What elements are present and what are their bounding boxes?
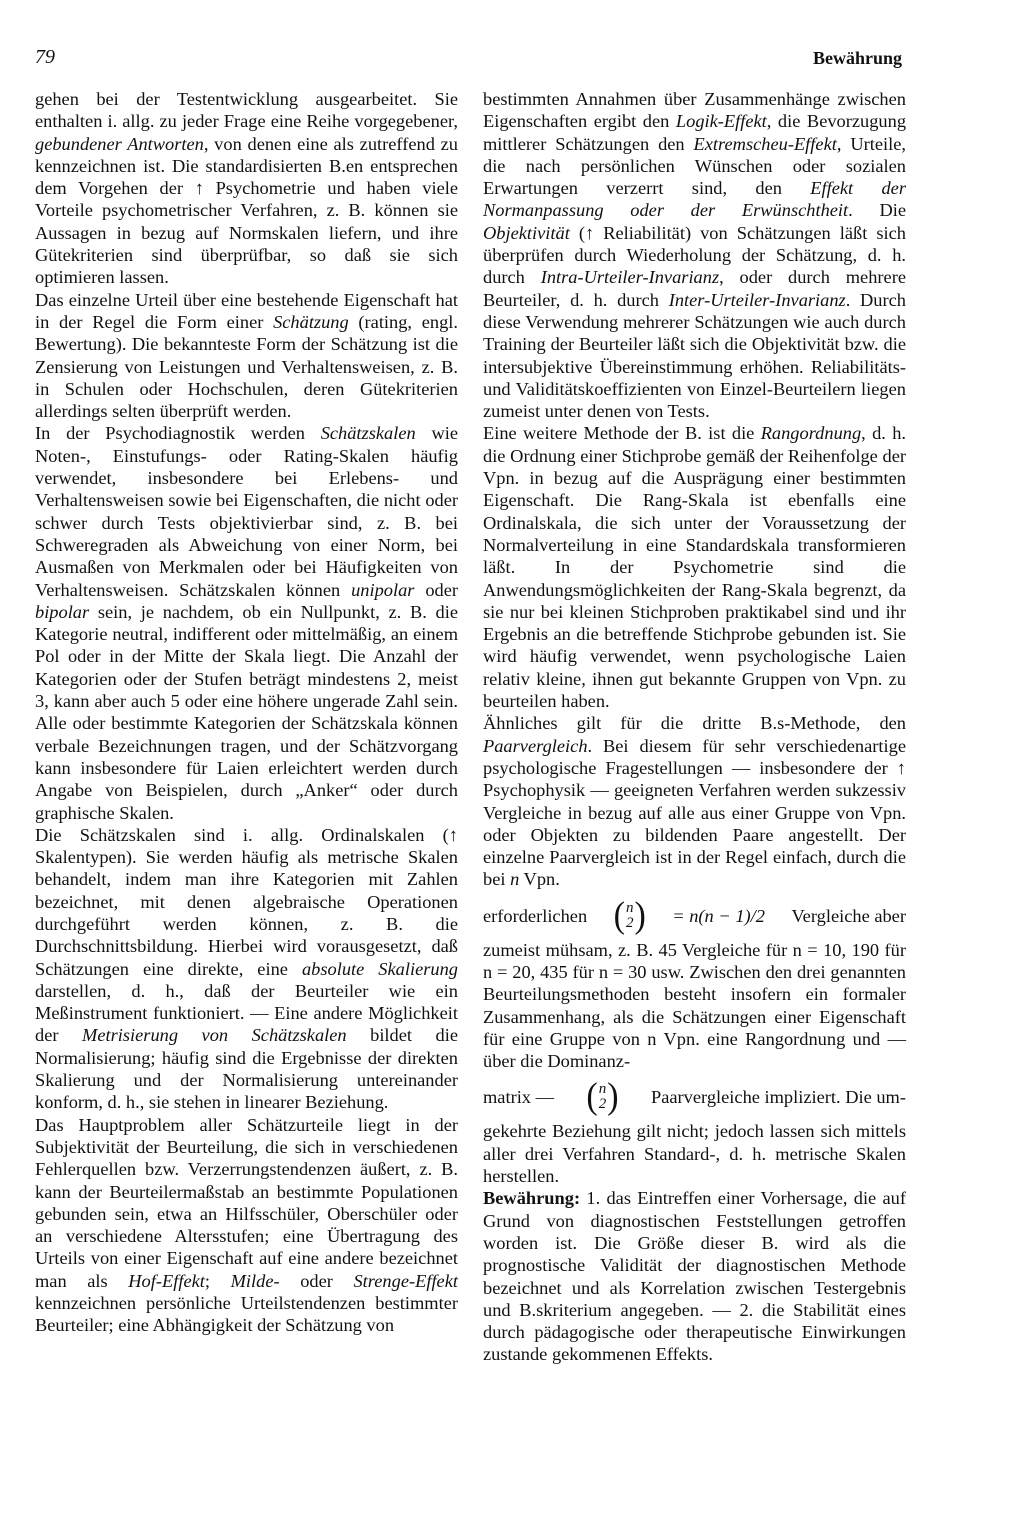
left-column <box>35 88 458 1337</box>
right-column <box>483 88 906 1366</box>
paragraph: Das Hauptproblem aller Schätzurteile liegt in der Subjektivität der Beurteilung, die sich in verschiedenen Fehlerquellen bzw. Verzerrungstendenzen äußert, z. B. kann der Beurteilermaßstab an bestimmte Populationen gebunden sein, etwa an Hilfsschüler, Oberschüler oder an verschiedene Altersstufen; eine Übertragung des Urteils von einer Eigenschaft auf eine andere bezeichnet man als Hof-Effekt; Milde- oder Strenge-Effekt kennzeichnen persönliche Urteilstendenzen bestimmter Beurteiler; eine Abhängigkeit der Schätzung von <box>35 1114 458 1336</box>
paragraph: gehen bei der Testentwicklung ausgearbeitet. Sie enthalten i. allg. zu jeder Frage eine Reihe vorgegebener, gebundener Antworten, von denen eine als zutreffend zu kennzeichnen ist. Die standardisierten B.en entsprechen dem Vorgehen der ↑ Psychometrie und haben viele Vorteile psychometrischer Verfahren, z. B. können sie Aussagen in bezug auf Normskalen liefern, und ihre Gütekriterien sind überprüfbar, so daß sie sich optimieren lassen. <box>35 89 458 288</box>
dominance-matrix-formula: matrix — ( n 2 ) Paarvergleiche impliziert. Die um- <box>483 1076 906 1118</box>
paragraph: bestimmten Annahmen über Zusammenhänge zwischen Eigenschaften ergibt den Logik-Effekt, die Bevorzugung mittlerer Schätzungen den Extremscheu-Effekt, Urteile, die nach persönlichen Wünschen oder sozialen Erwartungen verzerrt sind, den Effekt der Normanpassung oder der Erwünschtheit. Die Objektivität (↑ Reliabilität) von Schätzungen läßt sich überprüfen durch Wiederholung der Schätzung, d. h. durch Intra-Urteiler-Invarianz, oder durch mehrere Beurteiler, d. h. durch Inter-Urteiler-Invarianz. Durch diese Verwendung mehrerer Schätzungen wie auch durch Training der Beurteiler läßt sich die Objektivität bzw. die intersubjektive Übereinstimmung erhöhen. Reliabilitäts- und Validitätskoeffizienten von Einzel-Beurteilern liegen zumeist unter denen von Tests. <box>483 89 907 422</box>
binomial-formula: erforderlichen ( n 2 ) = n(n − 1)/2 Vergleiche aber <box>483 894 906 936</box>
dictionary-entry: Bewährung: 1. das Eintreffen einer Vorhersage, die auf Grund von diagnostischen Feststellungen getroffen worden ist. Die Größe dieser B. wird als die prognostische Validität der diagnostischen Methode bezeichnet und als Korrelation zwischen Testergebnis und B.skriterium angegeben. — 2. die Stabilität eines durch pädagogische oder therapeutische Einwirkungen zustande gekommenen Effekts. <box>483 1188 906 1365</box>
entry-headword: Bewährung: <box>483 1188 581 1209</box>
page-header <box>35 46 902 74</box>
binomial-coefficient: ( n 2 ) <box>586 1076 619 1118</box>
running-head: Bewährung <box>812 48 902 68</box>
paragraph: Die Schätzskalen sind i. allg. Ordinalskalen (↑ Skalentypen). Sie werden häufig als metrische Skalen behandelt, indem man ihre Kategorien mit Zahlen bezeichnet, mit denen algebraische Operationen durchgeführt werden können, z. B. die Durchschnittsbildung. Hierbei wird vorausgesetzt, daß Schätzungen eine direkte, eine absolute Skalierung darstellen, d. h., daß der Beurteiler wie ein Meßinstrument funktioniert. — Eine andere Möglichkeit der Metrisierung von Schätzskalen bildet die Normalisierung; häufig sind die Ergebnisse der direkten Skalierung und der Normalisierung untereinander konform, d. h., sie stehen in linearer Beziehung. <box>35 824 458 1113</box>
paragraph: Eine weitere Methode der B. ist die Rangordnung, d. h. die Ordnung einer Stichprobe gemäß der Reihenfolge der Vpn. in bezug auf die Ausprägung einer bestimmten Eigenschaft. Die Rang-Skala ist ebenfalls eine Ordinalskala, die sich unter der Voraussetzung der Normalverteilung in eine Standardskala transformieren läßt. In der Psychometrie sind die Anwendungsmöglichkeiten der Rang-Skala begrenzt, da sie nur bei kleinen Stichproben praktikabel sind und ihr Ergebnis an die betreffende Stichprobe gebunden ist. Sie wird häufig verwendet, wenn psychologische Laien relativ kleine, ihnen gut bekannte Gruppen von Vpn. zu beurteilen haben. <box>483 423 906 712</box>
page-number: 79 <box>35 46 55 68</box>
paragraph: Das einzelne Urteil über eine bestehende Eigenschaft hat in der Regel die Form einer Schätzung (rating, engl. Bewertung). Die bekannteste Form der Schätzung ist die Zensierung von Leistungen und Verhaltensweisen, z. B. in Schulen oder Hochschulen, deren Gütekriterien allerdings selten überprüft werden. <box>35 289 459 422</box>
paragraph: In der Psychodiagnostik werden Schätzskalen wie Noten-, Einstufungs- oder Rating-Skalen häufig verwendet, insbesondere bei Erlebens- und Verhaltensweisen sowie bei Eigenschaften, die nicht oder schwer durch Tests objektivierbar sind, z. B. bei Schweregraden als Abweichung von einer Norm, bei Ausmaßen von Merkmalen oder bei Häufigkeiten von Verhaltensweisen. Schätzskalen können unipolar oder bipolar sein, je nachdem, ob ein Nullpunkt, z. B. die Kategorie neutral, indifferent oder mittelmäßig, an einem Pol oder in der Mitte der Skala liegt. Die Anzahl der Kategorien oder der Stufen beträgt mindestens 2, meist 3, kann aber auch 5 oder eine höhere ungerade Zahl sein. Alle oder bestimmte Kategorien der Schätzskala können verbale Bezeichnungen tragen, und der Schätzvorgang kann insbesondere für Laien erleichtert werden durch Angabe von Beispielen, durch „Anker“ oder durch graphische Skalen. <box>35 423 458 823</box>
paragraph: gekehrte Beziehung gilt nicht; jedoch lassen sich mittels aller drei Verfahren Standard-, d. h. metrische Skalen herstellen. <box>483 1121 906 1187</box>
paragraph: zumeist mühsam, z. B. 45 Vergleiche für n = 10, 190 für n = 20, 435 für n = 30 usw. Zwischen den drei genannten Beurteilungsmethoden besteht insofern ein formaler Zusammenhang, als die Schätzungen einer Eigenschaft für eine Gruppe von n Vpn. eine Rangordnung und — über die Dominanz- <box>483 939 906 1072</box>
binomial-coefficient: ( n 2 ) <box>613 894 646 936</box>
paragraph: Ähnliches gilt für die dritte B.s-Methode, den Paarvergleich. Bei diesem für sehr verschiedenartige psychologische Fragestellungen — insbesondere der ↑ Psychophysik — geeigneten Verfahren werden sukzessiv Vergleiche in bezug auf alle aus einer Gruppe von Vpn. oder Objekten zu bildenden Paare angestellt. Der einzelne Paarvergleich ist in der Regel einfach, durch die bei n Vpn. <box>483 713 906 890</box>
